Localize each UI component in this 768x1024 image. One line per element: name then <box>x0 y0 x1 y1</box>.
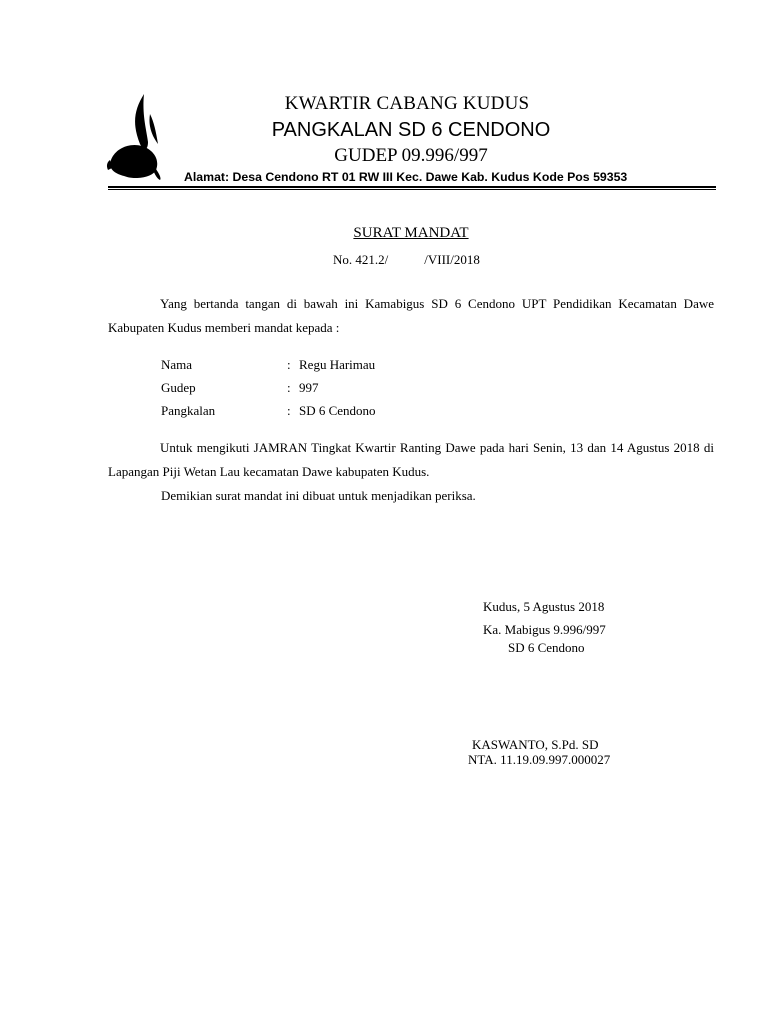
field-value-nama: Regu Harimau <box>299 357 376 372</box>
opening-paragraph: Yang bertanda tangan di bawah ini Kamabigus SD 6 Cendono UPT Pendidikan Kecamatan Dawe Kabupaten Kudus memberi mandat kepada : <box>108 296 714 335</box>
signature-place-date: Kudus, 5 Agustus 2018 <box>483 599 605 614</box>
field-value-gudep: 997 <box>299 380 319 395</box>
document-title: SURAT MANDAT <box>353 225 469 241</box>
header-divider <box>108 186 716 188</box>
field-colon: : <box>287 403 291 418</box>
header-gudep: GUDEP 09.996/997 <box>334 145 488 166</box>
signature-position: Ka. Mabigus 9.996/997 <box>483 622 606 637</box>
header-address: Alamat: Desa Cendono RT 01 RW III Kec. Dawe Kab. Kudus Kode Pos 59353 <box>184 170 628 184</box>
header-pangkalan: PANGKALAN SD 6 CENDONO <box>271 119 551 141</box>
event-paragraph: Untuk mengikuti JAMRAN Tingkat Kwartir Ranting Dawe pada hari Senin, 13 dan 14 Agustus 2018 di Lapangan Piji Wetan Lau kecamatan Dawe kabupaten Kudus. <box>108 440 714 479</box>
field-value-pangkalan: SD 6 Cendono <box>299 403 376 418</box>
header-divider-thin <box>108 189 716 190</box>
signature-nta: NTA. 11.19.09.997.000027 <box>468 752 611 767</box>
document-number: No. 421.2/ /VIII/2018 <box>333 252 480 267</box>
signature-name: KASWANTO, S.Pd. SD <box>472 737 599 752</box>
field-label-nama: Nama <box>161 357 193 372</box>
header-organization: KWARTIR CABANG KUDUS <box>284 93 530 114</box>
field-colon: : <box>287 380 291 395</box>
field-colon: : <box>287 357 291 372</box>
field-label-gudep: Gudep <box>161 380 196 395</box>
field-label-pangkalan: Pangkalan <box>161 403 216 418</box>
signature-school: SD 6 Cendono <box>508 640 585 655</box>
closing-paragraph: Demikian surat mandat ini dibuat untuk menjadikan periksa. <box>161 488 476 503</box>
